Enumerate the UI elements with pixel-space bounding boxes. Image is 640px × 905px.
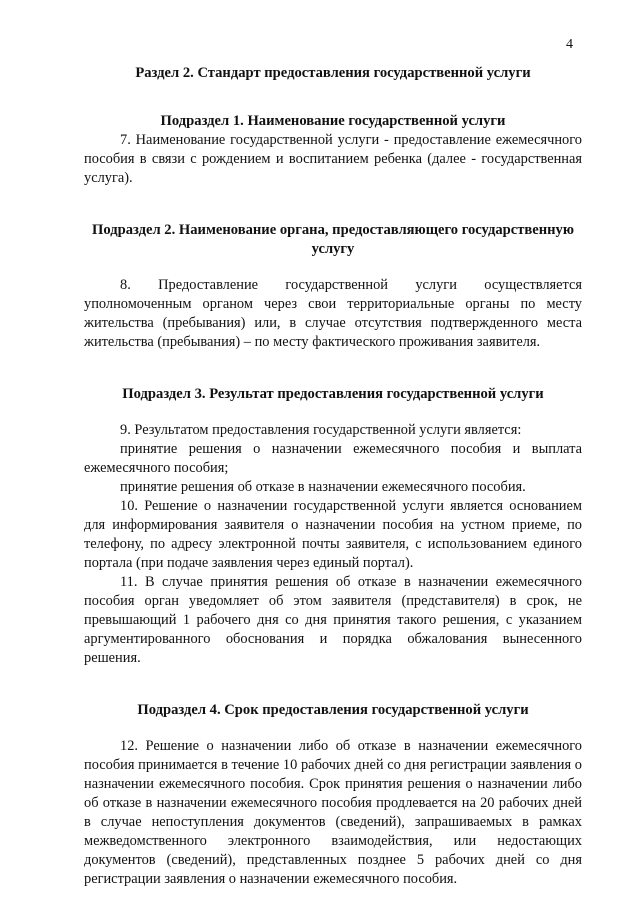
paragraph-11: 11. В случае принятия решения об отказе в назначении ежемесячного пособия орган уведомляет об этом заявителя (представителя) в срок, не превышающий 1 рабочего дня со дня принятия такого решения, с указанием аргументированного обоснования и порядка обжалования вынесенного решения. xyxy=(84,574,582,666)
subsection-2-title: Подраздел 2. Наименование органа, предоставляющего государственную услугу xyxy=(91,222,575,257)
paragraph-9: 9. Результатом предоставления государственной услуги является: xyxy=(120,422,522,438)
paragraph-10: 10. Решение о назначении государственной услуги является основанием для информирования заявителя о назначении пособия на устном приеме, по телефону, по адресу электронной почты заявителя, с использованием единого портала (при подаче заявления через единый портал). xyxy=(84,498,582,571)
section-title: Раздел 2. Стандарт предоставления государственной услуги xyxy=(135,65,531,81)
subsection-4-title: Подраздел 4. Срок предоставления государственной услуги xyxy=(137,702,529,718)
document-body xyxy=(84,64,582,889)
paragraph-9-item-1: принятие решения о назначении ежемесячного пособия и выплата ежемесячного пособия; xyxy=(84,441,582,476)
paragraph-12: 12. Решение о назначении либо об отказе в назначении ежемесячного пособия принимается в течение 10 рабочих дней со дня регистрации заявления о назначении ежемесячного пособия. Срок принятия решения о назначении либо об отказе в назначении ежемесячного пособия продлевается на 20 рабочих дней в случае непоступления документов (сведений), запрашиваемых в рамках межведомственного электронного взаимодействия, или недостающих документов (сведений), представленных позднее 5 рабочих дней со дня регистрации заявления о назначении ежемесячного пособия. xyxy=(84,738,582,887)
paragraph-8: 8. Предоставление государственной услуги осуществляется уполномоченным органом через свои территориальные органы по месту жительства (пребывания) или, в случае отсутствия подтвержденного места жительства (пребывания) – по месту фактического проживания заявителя. xyxy=(84,277,582,350)
page-number: 4 xyxy=(566,37,573,52)
subsection-3-title: Подраздел 3. Результат предоставления государственной услуги xyxy=(122,386,544,402)
paragraph-9-item-2: принятие решения об отказе в назначении ежемесячного пособия. xyxy=(120,479,526,495)
paragraph-7: 7. Наименование государственной услуги - предоставление ежемесячного пособия в связи с рождением и воспитанием ребенка (далее - государственная услуга). xyxy=(84,132,582,186)
subsection-1-title: Подраздел 1. Наименование государственной услуги xyxy=(160,113,506,129)
